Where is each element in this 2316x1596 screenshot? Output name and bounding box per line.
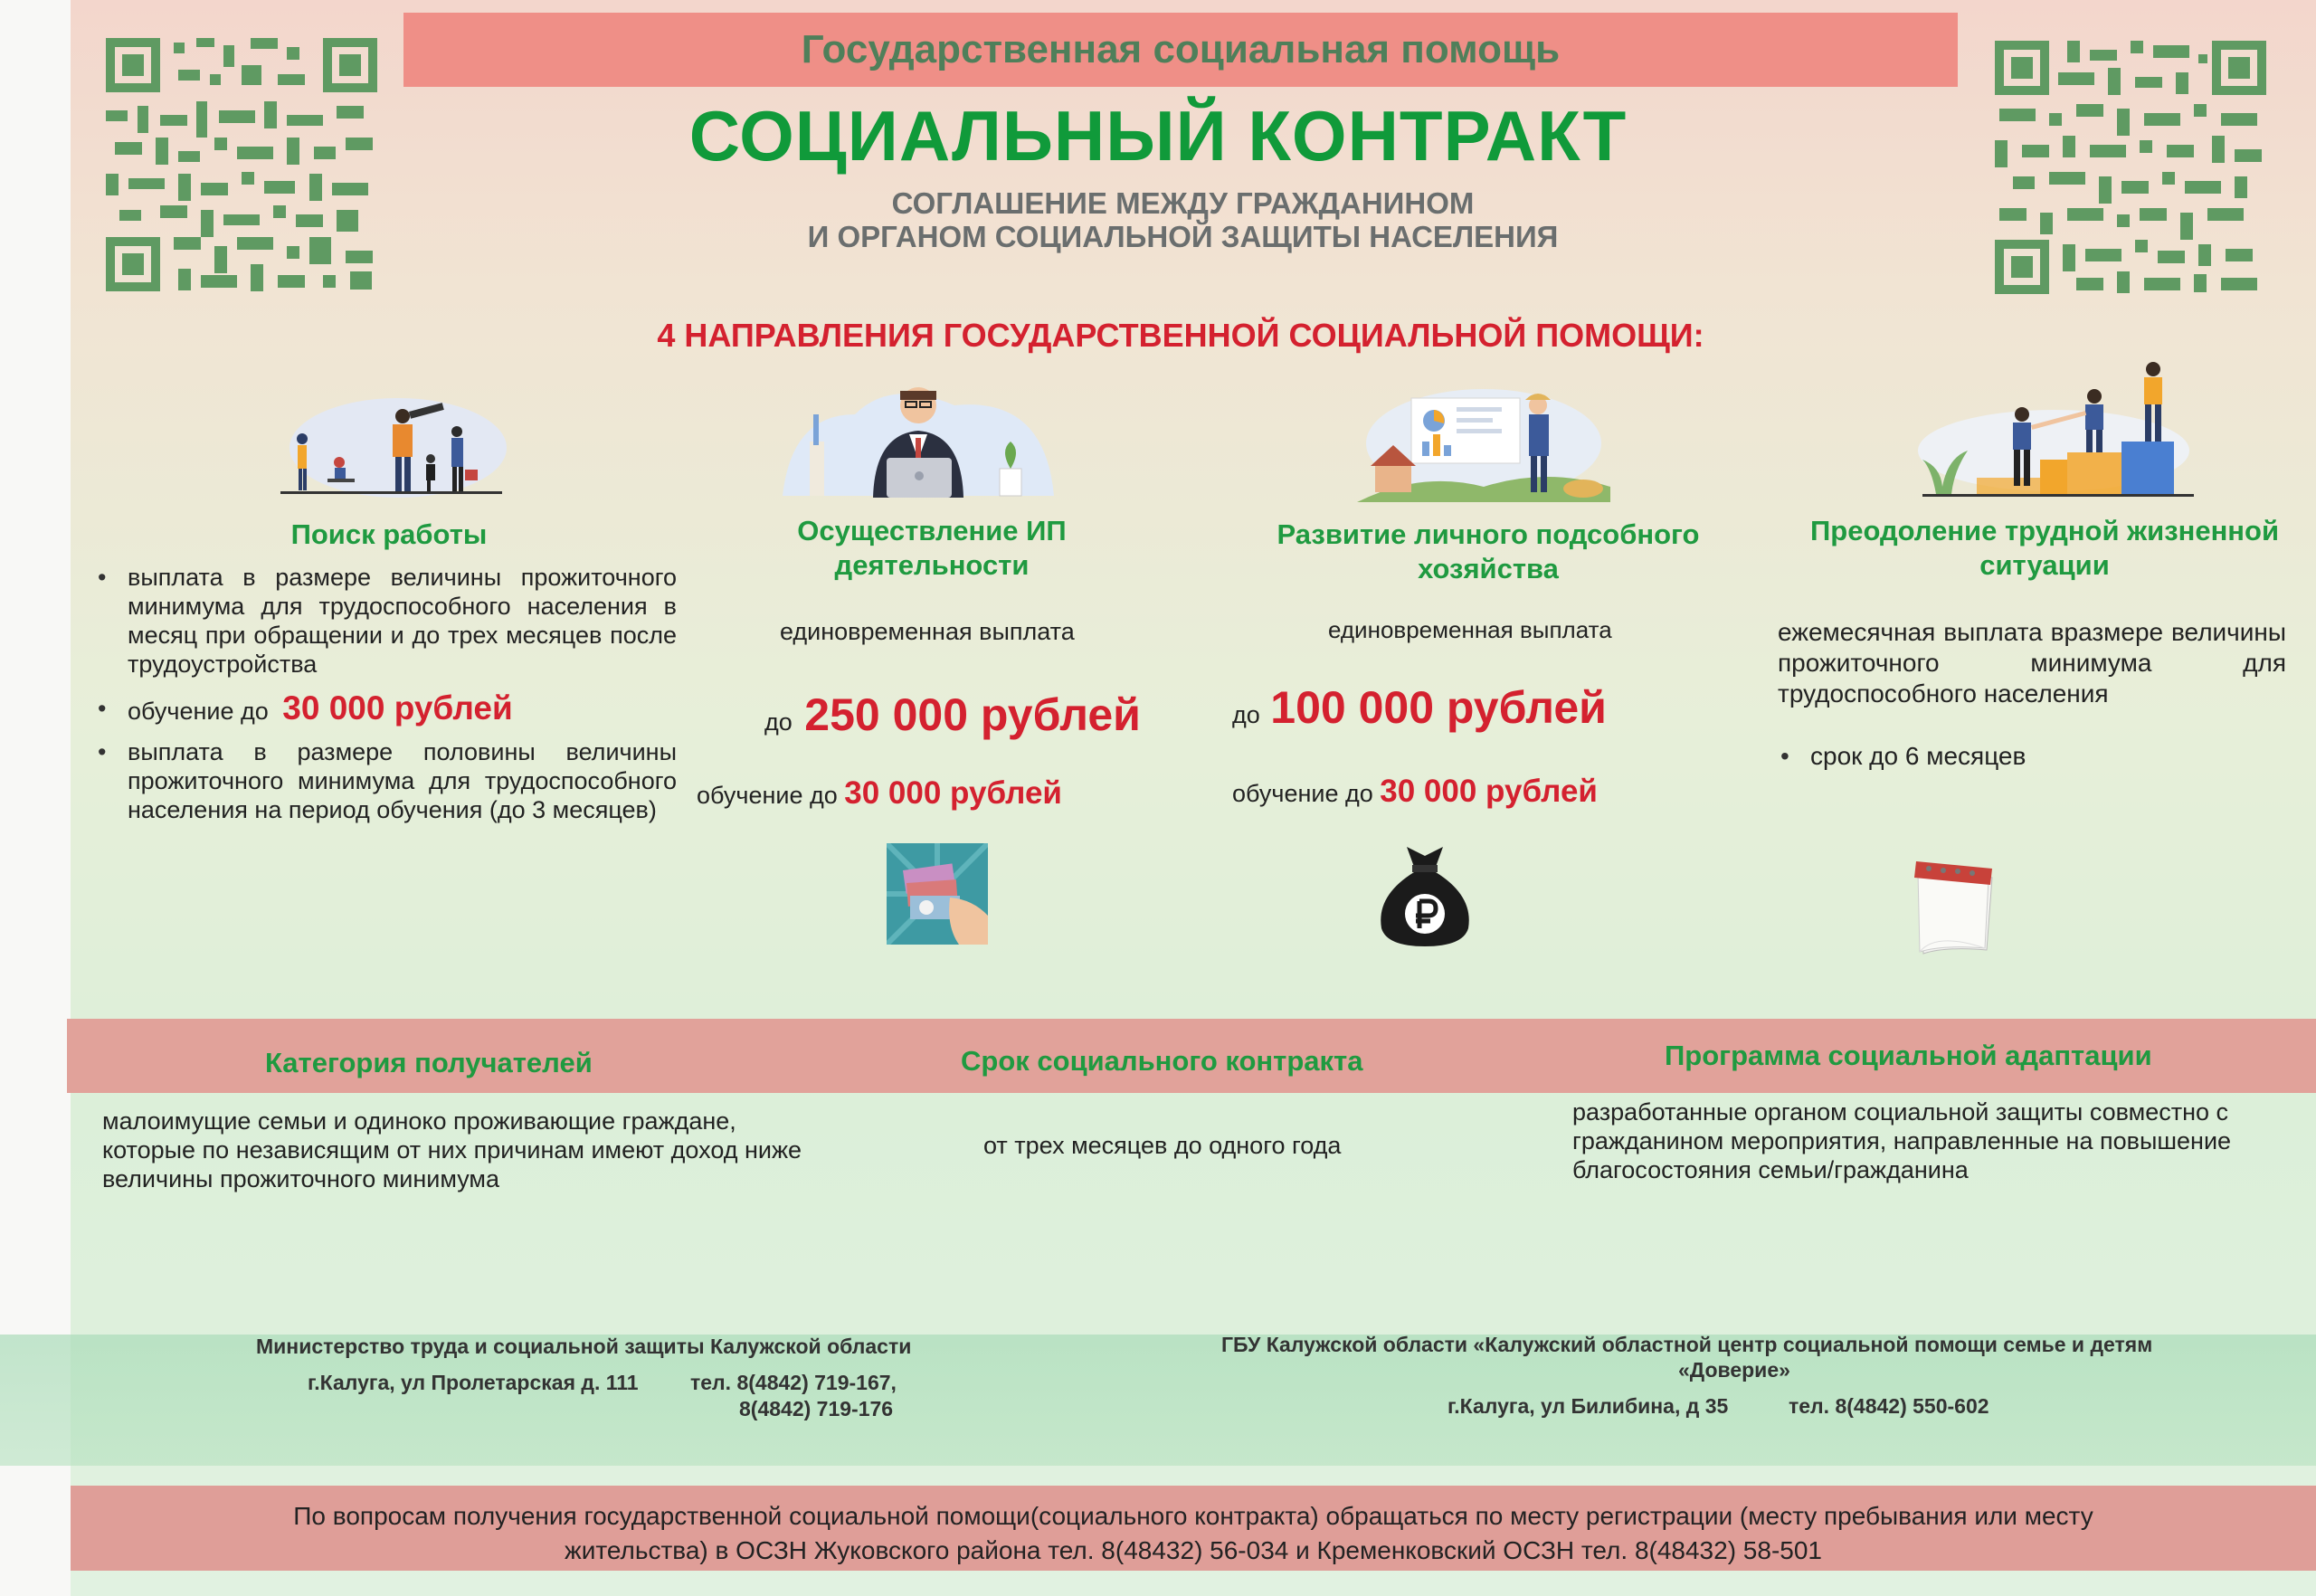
- ip-training-prefix: обучение до: [697, 782, 838, 809]
- ip-amount-prefix: до: [764, 708, 793, 736]
- ministry-phone-1: тел. 8(4842) 719-167,: [690, 1371, 897, 1394]
- ministry-name: Министерство труда и социальной защиты Калужской области: [256, 1335, 912, 1358]
- program-title: Программа социальной адаптации: [1665, 1040, 2152, 1071]
- subtitle-line-2: И ОРГАНОМ СОЦИАЛЬНОЙ ЗАЩИТЫ НАСЕЛЕНИЯ: [807, 220, 1559, 253]
- farm-amount-prefix: до: [1232, 701, 1260, 728]
- ip-title-line-1: Осуществление ИП: [797, 515, 1067, 546]
- training-amount: 30 000 рублей: [282, 689, 513, 727]
- list-item: [98, 688, 677, 732]
- subtitle-line-1: СОГЛАШЕНИЕ МЕЖДУ ГРАЖДАНИНОМ: [891, 186, 1475, 220]
- job-search-title: Поиск работы: [290, 518, 488, 550]
- money-hand-icon: [887, 843, 988, 945]
- hardship-illustration: [1904, 351, 2203, 500]
- money-bag-icon: [1371, 841, 1479, 948]
- hardship-title-line-1: Преодоление трудной жизненной: [1809, 515, 2280, 546]
- list-item: • выплата в размере величины прожиточного минимума для трудоспособного населения в месяц при обращении и до трех месяцев после трудоустройства: [98, 563, 677, 679]
- farm-illustration: [1357, 380, 1610, 502]
- ip-training-row: [697, 774, 1062, 815]
- center-phone: тел. 8(4842) 550-602: [1789, 1394, 1989, 1418]
- hardship-title-line-2: ситуации: [1979, 549, 2110, 581]
- farm-amount-row: [1232, 680, 1607, 742]
- hardship-list: [1780, 742, 2233, 771]
- center-name-line-2: «Доверие»: [1678, 1358, 1790, 1382]
- farm-amount: 100 000 рублей: [1270, 682, 1607, 733]
- footer-line-2: жительства) в ОСЗН Жуковского района тел. 8(48432) 56-034 и Кременковский ОСЗН тел. 8(48432) 58-501: [565, 1536, 1822, 1564]
- ministry-address: г.Калуга, ул Пролетарская д. 111: [308, 1371, 639, 1394]
- center-address: г.Калуга, ул Билибина, д 35: [1448, 1394, 1729, 1418]
- ip-training-amount: 30 000 рублей: [844, 775, 1062, 811]
- center-name-line-1: ГБУ Калужской области «Калужский областной центр социальной помощи семье и детям: [1221, 1333, 2153, 1356]
- contract-term-text: от трех месяцев до одного года: [983, 1132, 1342, 1159]
- ministry-phone-2: 8(4842) 719-176: [739, 1397, 894, 1420]
- farm-training-amount: 30 000 рублей: [1380, 774, 1598, 809]
- farm-payment-label: единовременная выплата: [1328, 616, 1612, 643]
- main-title: СОЦИАЛЬНЫЙ КОНТРАКТ: [688, 96, 1628, 176]
- farm-title-line-1: Развитие личного подсобного: [1277, 518, 1700, 550]
- job-search-list: [98, 563, 677, 824]
- ip-amount: 250 000 рублей: [804, 689, 1141, 740]
- program-text: разработанные органом социальной защиты совместно с гражданином мероприятия, направленные на повышение благосостояния семьи/гражданина: [1572, 1098, 2232, 1183]
- header-band: [403, 13, 1958, 87]
- farm-training-row: [1232, 772, 1598, 813]
- ip-title-line-2: деятельности: [834, 549, 1030, 581]
- farm-training-prefix: обучение до: [1232, 780, 1373, 807]
- hardship-payment-text: ежемесячная выплата вразмере величины прожиточного минимума для трудоспособного населения: [1778, 618, 2286, 708]
- recipients-text: малоимущие семьи и одиноко проживающие граждане, которые по независящим от них причинам имеют доход ниже величины прожиточного минимума: [102, 1107, 802, 1192]
- calendar-icon: [1909, 860, 1999, 957]
- header-band-title: Государственная социальная помощь: [801, 27, 1561, 71]
- footer-line-1: По вопросам получения государственной социальной помощи(социального контракта) обращаться по месту регистрации (месту пребывания или месту: [293, 1502, 2093, 1530]
- job-search-illustration: [271, 385, 507, 502]
- contract-term-title: Срок социального контракта: [961, 1045, 1363, 1077]
- ip-amount-row: [764, 688, 1141, 749]
- list-item: • срок до 6 месяцев: [1780, 742, 2233, 771]
- footer-band: [71, 1486, 2316, 1571]
- recipients-title: Категория получателей: [265, 1047, 593, 1078]
- ip-business-illustration: [774, 378, 1063, 498]
- ip-payment-label: единовременная выплата: [780, 618, 1075, 645]
- farm-title-line-2: хозяйства: [1418, 553, 1559, 584]
- list-item: • выплата в размере половины величины прожиточного минимума для трудоспособного населения на период обучения (до 3 месяцев): [98, 737, 677, 824]
- directions-title: 4 НАПРАВЛЕНИЯ ГОСУДАРСТВЕННОЙ СОЦИАЛЬНОЙ ПОМОЩИ:: [657, 317, 1704, 354]
- training-prefix: обучение до: [128, 698, 269, 725]
